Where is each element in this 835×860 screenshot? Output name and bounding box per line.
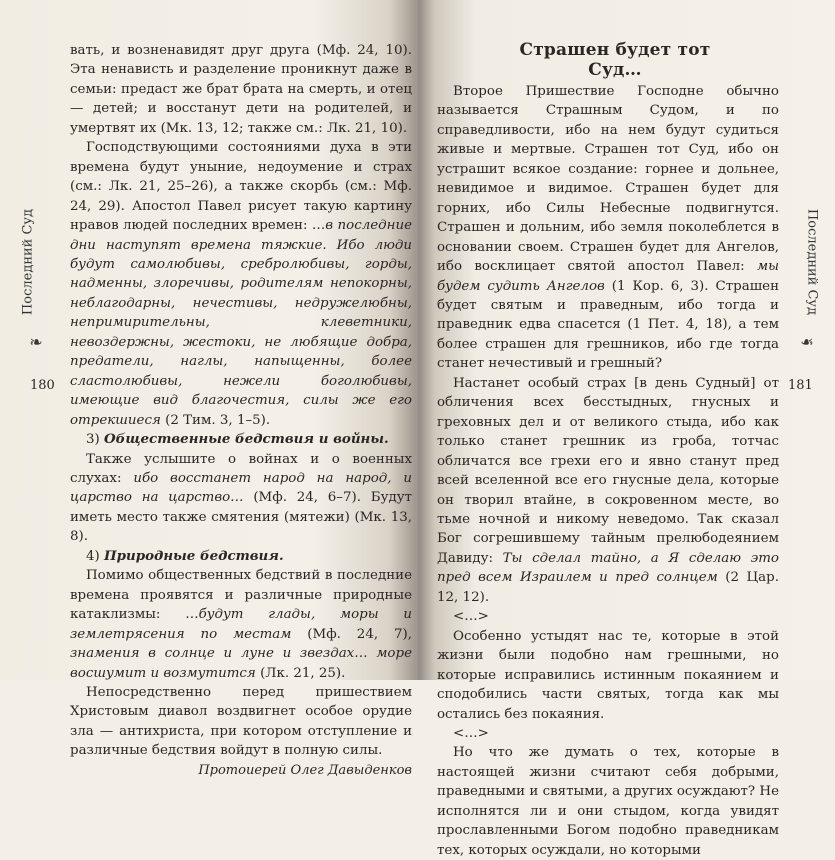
section-heading: 4) Природные бедствия. bbox=[86, 547, 284, 564]
paragraph: Настанет особый страх [в день Судный] от обличения всех бесстыдных, гнусных и греховных дел и от великого стыда, ибо как только станет грешник из гроба, тотчас обличатся все грехи его и явно станут пред всей вселенной все его гнусные дела, которые он творил втайне, в сокровенном месте, во тьме ночной и никому неведомо. Так сказал Бог согрешившему тайным прелюбодеянием Давиду: Ты сделал тайно, а Я сделаю это пред всем Израилем и пред солнцем (2 Цар. 12, 12). bbox=[437, 375, 779, 605]
paragraph: Второе Пришествие Господне обычно называется Страшным Судом, и по справедливости, ибо на нем будут судиться живые и мертвые. Страшен тот Суд, ибо он устрашит всякое создание: горнее и дольнее, невидимое и видимое. Страшен будет для горних, ибо Силы Небесные подвигнутся. Страшен и дольним, ибо земля поколеблется в основании своем. Страшен будет для Ангелов, ибо восклицает святой апостол Павел: мы будем судить Ангелов (1 Кор. 6, 3). Страшен будет святым и праведным, ибо тогда и праведник едва спасется (1 Пет. 4, 18), а тем более страшен для грешников, ибо где тогда станет нечестивый и грешный? bbox=[437, 84, 779, 372]
page-number-right: 181 bbox=[788, 378, 813, 393]
section-heading: 3) Общественные бедствия и войны. bbox=[86, 431, 389, 448]
paragraph: Но что же думать о тех, которые в настоящей жизни считают себя добрыми, праведными и святыми, а других осуждают? Не исполнятся ли и они стыдом, когда увидят прославленными Богом подобно праведникам тех, которых осуждали, но которыми bbox=[437, 745, 779, 858]
left-page-body bbox=[70, 41, 412, 780]
omission-mark: <…> bbox=[453, 609, 489, 625]
paragraph: Господствующими состояниями духа в эти времена будут уныние, недоумение и страх (см.: Лк. 21, 25–26), а также скорбь (см.: Мф. 24, 29). Апостол Павел рисует такую картину нравов людей последних времен: …в последние дни наступят времена тяжкие. Ибо люди будут самолюбивы, сребролюбивы, горды, надменны, злоречивы, родителям непокорны, неблагодарны, нечестивы, недружелюбны, непримирительны, клеветники, невоздержны, жестоки, не любящие добра, предатели, наглы, напыщенны, более сластолюбивы, нежели боголюбивы, имеющие вид благочестия, силы же его отрекшиеся (2 Тим. 3, 1–5). bbox=[70, 140, 412, 428]
paragraph: вать, и возненавидят друг друга (Мф. 24, 10). Эта ненависть и разделение проникнут даже в семьи: предаст же брат брата на смерть, и отец — детей; и восстанут дети на родителей, и умертвят их (Мк. 13, 12; также см.: Лк. 21, 10). bbox=[70, 43, 412, 136]
running-head-right: Последний Суд bbox=[804, 208, 820, 316]
ornament-icon: ❧ bbox=[29, 332, 43, 352]
signature: Протоиерей Олег Давыденков bbox=[198, 762, 412, 778]
paragraph: Помимо общественных бедствий в последние времена проявятся и различные природные катаклизмы: …будут глады, моры и землетрясения по местам (Мф. 24, 7), знамения в солнце и луне и звездах… море восшумит и возмутится (Лк. 21, 25). bbox=[70, 568, 412, 681]
right-page-body bbox=[437, 82, 779, 860]
ornament-icon: ❧ bbox=[800, 332, 814, 352]
paragraph: Непосредственно перед пришествием Христовым диавол воздвигнет особое орудие зла — антихриста, при котором отступление и различные бедствия войдут в полную силы. bbox=[70, 684, 412, 759]
paragraph: Особенно устыдят нас те, которые в этой жизни были подобно нам грешными, но которые исправились истинным покаянием и сподобились части святых, тогда как мы остались без покаяния. bbox=[437, 628, 779, 722]
page-title: Страшен будет тот Суд… bbox=[519, 40, 711, 80]
omission-mark: <…> bbox=[453, 725, 489, 741]
left-page bbox=[0, 0, 418, 778]
page-number-left: 180 bbox=[30, 378, 55, 393]
paragraph: Также услышите о войнах и о военных слухах: ибо восстанет народ на народ, и царство на царство… (Мф. 24, 6–7). Будут иметь место также смятения (мятежи) (Мк. 13, 8). bbox=[70, 451, 412, 545]
running-head-left: Последний Суд bbox=[20, 208, 36, 316]
